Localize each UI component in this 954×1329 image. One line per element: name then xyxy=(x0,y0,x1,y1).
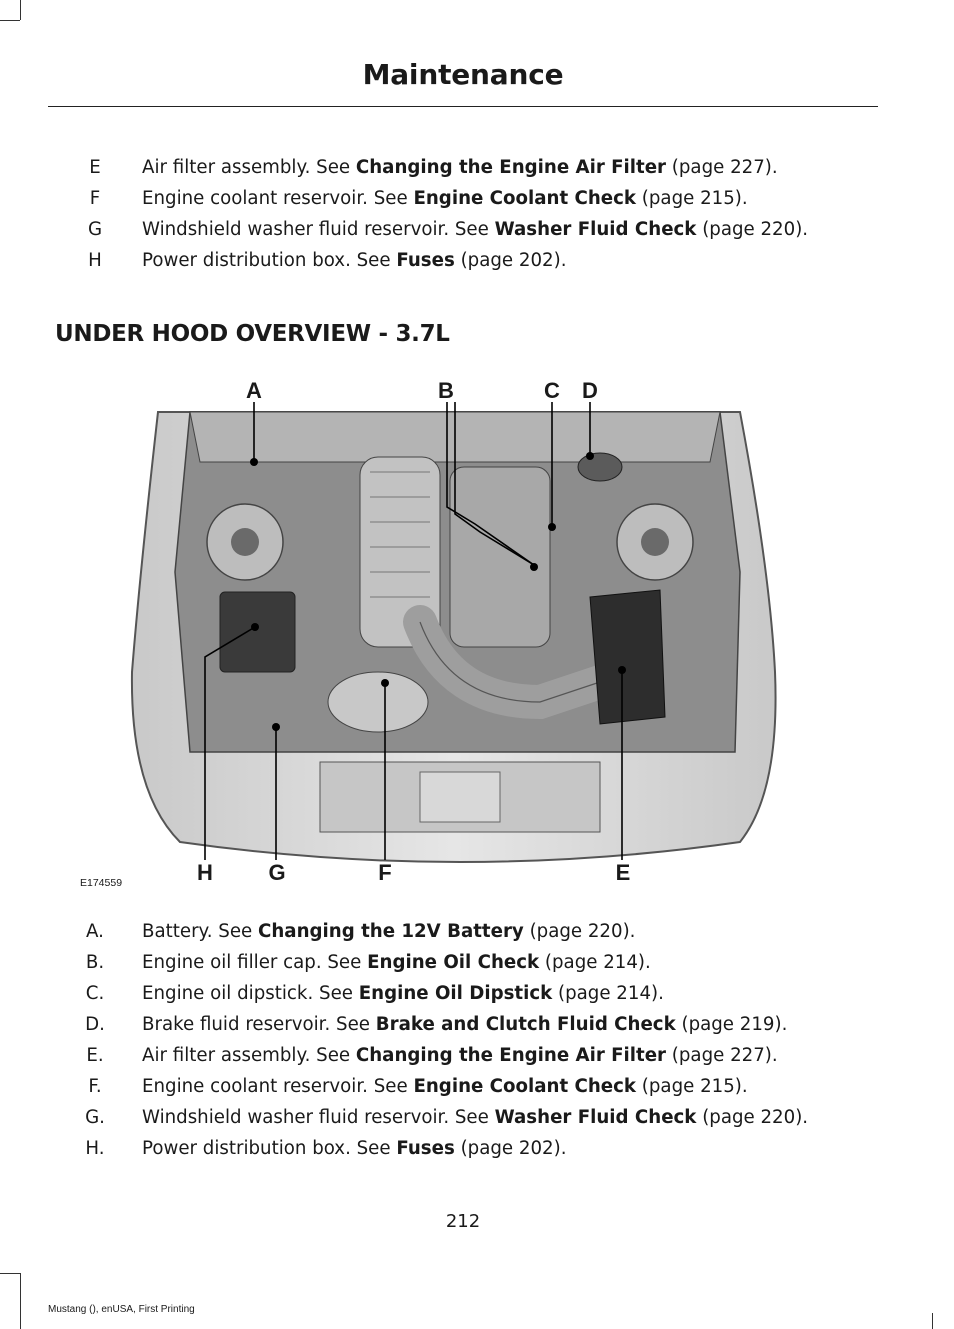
list-item xyxy=(0,188,954,219)
crop-mark xyxy=(0,1273,20,1274)
item-page: (page 215). xyxy=(636,1076,748,1097)
item-page: (page 219). xyxy=(675,1014,788,1035)
callout-dot-b xyxy=(530,563,538,571)
item-page: (page 227). xyxy=(666,157,778,178)
section-heading: UNDER HOOD OVERVIEW - 3.7L xyxy=(55,321,450,347)
page-number: 212 xyxy=(445,1211,481,1232)
item-description xyxy=(142,1014,787,1036)
callout-label-d: D xyxy=(582,378,598,403)
callout-label-c: C xyxy=(544,378,560,403)
item-letter: F xyxy=(89,188,101,209)
callout-label-g: G xyxy=(268,860,286,885)
list-item xyxy=(0,983,954,1014)
item-letter: E. xyxy=(86,1045,104,1066)
item-description xyxy=(142,250,566,272)
item-letter: H xyxy=(88,250,102,271)
item-text: Windshield washer fluid reservoir. See xyxy=(142,219,495,240)
engine-bay-drawing xyxy=(120,372,800,892)
item-letter: B. xyxy=(85,952,105,973)
item-page: (page 215). xyxy=(636,188,748,209)
item-link[interactable]: Changing the Engine Air Filter xyxy=(355,157,667,178)
crop-mark xyxy=(0,20,20,21)
item-link[interactable]: Engine Coolant Check xyxy=(413,188,637,209)
item-letter: F. xyxy=(88,1076,102,1097)
item-link[interactable]: Changing the 12V Battery xyxy=(258,921,524,942)
item-page: (page 220). xyxy=(696,1107,809,1128)
item-description xyxy=(142,1076,748,1098)
item-page: (page 220). xyxy=(523,921,636,942)
item-letter: G xyxy=(87,219,103,240)
list-item xyxy=(0,952,954,983)
item-link[interactable]: Engine Oil Dipstick xyxy=(358,983,553,1004)
footer-text: Mustang (), enUSA, First Printing xyxy=(48,1304,195,1315)
list-item xyxy=(0,1107,954,1138)
item-description xyxy=(142,1045,778,1067)
item-letter: H. xyxy=(85,1138,105,1159)
item-link[interactable]: Engine Coolant Check xyxy=(413,1076,637,1097)
item-letter: E xyxy=(89,157,101,178)
list-item xyxy=(0,1045,954,1076)
engine-bay-illustration xyxy=(120,372,800,892)
item-page: (page 202). xyxy=(454,1138,567,1159)
item-page: (page 214). xyxy=(539,952,651,973)
item-text: Engine coolant reservoir. See xyxy=(142,188,414,209)
list-item xyxy=(0,1076,954,1107)
item-description xyxy=(142,983,664,1005)
item-description xyxy=(142,952,651,974)
item-text: Engine oil dipstick. See xyxy=(142,983,359,1004)
callout-label-a: A xyxy=(246,378,262,403)
crop-mark xyxy=(20,1273,21,1329)
callout-dot-c xyxy=(548,523,556,531)
item-page: (page 202). xyxy=(454,250,567,271)
item-text: Air filter assembly. See xyxy=(142,1045,356,1066)
item-link[interactable]: Fuses xyxy=(396,250,455,271)
item-page: (page 227). xyxy=(666,1045,778,1066)
item-description xyxy=(142,1138,566,1160)
callout-label-h: H xyxy=(197,860,213,885)
list-item xyxy=(0,250,954,281)
callout-dot-f xyxy=(381,679,389,687)
item-letter: A. xyxy=(86,921,104,942)
item-letter: G. xyxy=(85,1107,105,1128)
callout-dot-e xyxy=(618,666,626,674)
callout-dot-h xyxy=(251,623,259,631)
item-description xyxy=(142,219,808,241)
title-divider xyxy=(48,106,878,107)
item-text: Power distribution box. See xyxy=(142,250,397,271)
callout-label-f: F xyxy=(378,860,392,885)
figure-code: E174559 xyxy=(80,877,123,889)
callout-label-b: B xyxy=(438,378,454,403)
item-description xyxy=(142,157,778,179)
item-link[interactable]: Brake and Clutch Fluid Check xyxy=(375,1014,676,1035)
item-description xyxy=(142,188,748,210)
item-text: Brake fluid reservoir. See xyxy=(142,1014,376,1035)
list-item xyxy=(0,921,954,952)
item-page: (page 220). xyxy=(696,219,809,240)
list-item xyxy=(0,1014,954,1045)
item-text: Power distribution box. See xyxy=(142,1138,397,1159)
callout-dot-a xyxy=(250,458,258,466)
item-description xyxy=(142,1107,808,1129)
item-link[interactable]: Washer Fluid Check xyxy=(494,1107,697,1128)
item-link[interactable]: Washer Fluid Check xyxy=(494,219,697,240)
item-page: (page 214). xyxy=(552,983,664,1004)
top-legend-list xyxy=(0,157,954,281)
list-item xyxy=(0,157,954,188)
item-link[interactable]: Fuses xyxy=(396,1138,455,1159)
item-letter: D. xyxy=(85,1014,105,1035)
item-letter: C. xyxy=(85,983,105,1004)
bottom-legend-list xyxy=(0,921,954,1169)
item-text: Engine coolant reservoir. See xyxy=(142,1076,414,1097)
list-item xyxy=(0,219,954,250)
crop-mark xyxy=(20,0,21,20)
crop-mark xyxy=(932,1313,933,1329)
item-text: Battery. See xyxy=(142,921,258,942)
page-title: Maintenance xyxy=(362,58,564,91)
list-item xyxy=(0,1138,954,1169)
item-text: Air filter assembly. See xyxy=(142,157,356,178)
item-link[interactable]: Engine Oil Check xyxy=(367,952,540,973)
item-text: Engine oil filler cap. See xyxy=(142,952,368,973)
callout-dot-d xyxy=(586,452,594,460)
callout-label-e: E xyxy=(615,860,631,885)
item-link[interactable]: Changing the Engine Air Filter xyxy=(355,1045,667,1066)
item-text: Windshield washer fluid reservoir. See xyxy=(142,1107,495,1128)
item-description xyxy=(142,921,635,943)
callout-dot-g xyxy=(272,723,280,731)
